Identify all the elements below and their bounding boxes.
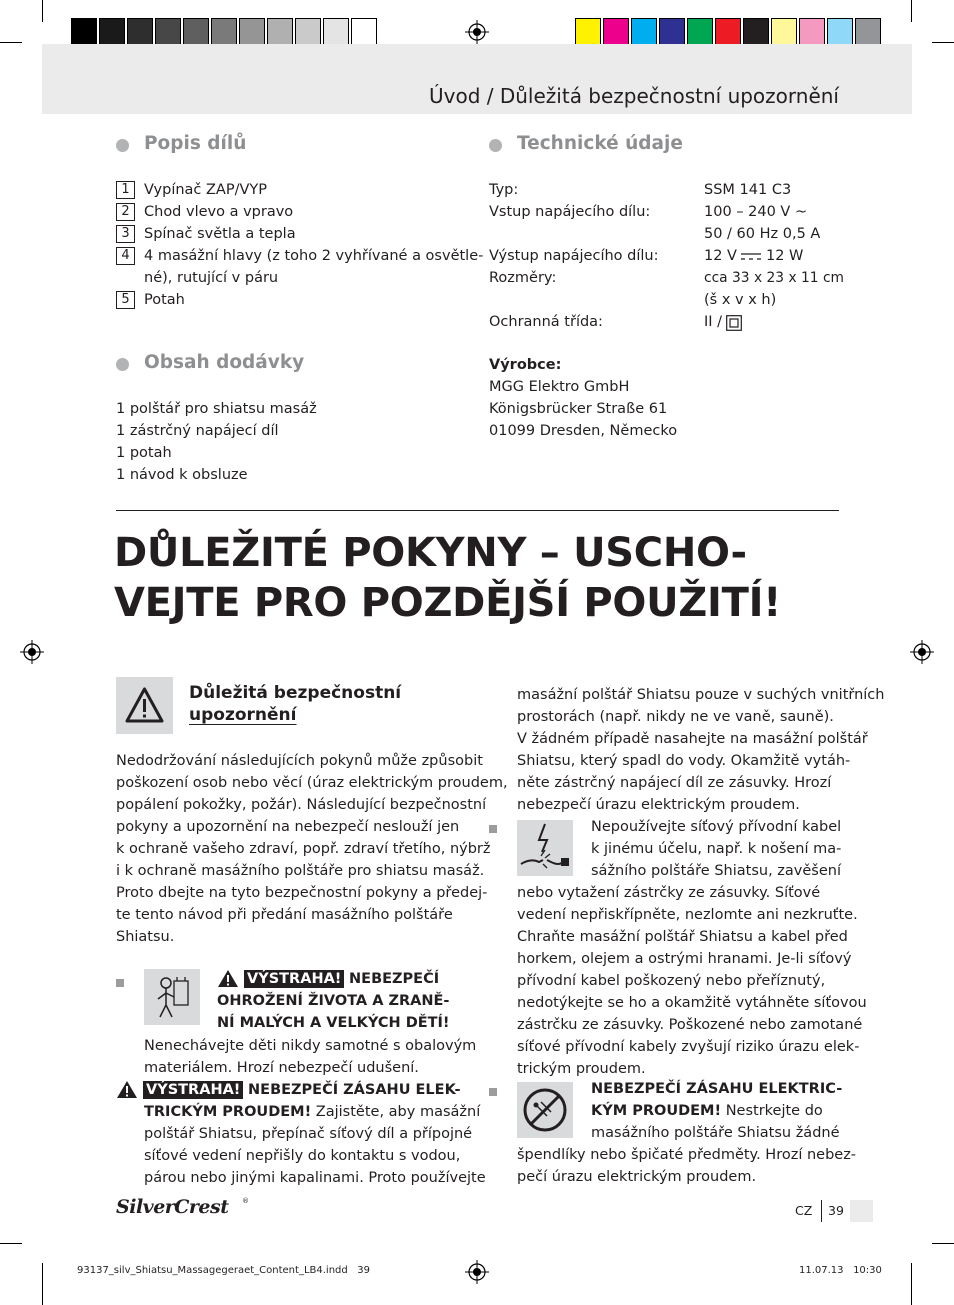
safety-title-line2: upozornění [189, 705, 297, 725]
warning-2-body: Zajistěte, aby masážní [315, 1104, 481, 1120]
warning-pictogram [116, 677, 173, 734]
part-label: Spínač světla a tepla [144, 226, 296, 242]
color-swatch [155, 18, 181, 45]
right-line: něte zástrčný napájecí díl ze zásuvky. Hrozí [517, 775, 832, 791]
cable-line: k jinému účelu, např. k nošení ma- [591, 841, 842, 857]
warning-1-heading [244, 968, 439, 990]
part-label: Chod vlevo a vpravo [144, 204, 294, 220]
part-label: né), rutující v páru [144, 270, 279, 286]
pin-warning-head: NEBEZPEČÍ ZÁSAHU ELEKTRIC- [591, 1081, 843, 1097]
intro-line: i k ochraně masážního polštáře pro shiatsu masáž. [116, 863, 485, 879]
manufacturer-line: 01099 Dresden, Německo [489, 423, 678, 439]
color-swatch [351, 18, 377, 45]
cable-line: nebo vytažení zástrčky ze zásuvky. Síťové [517, 885, 821, 901]
color-swatch [799, 18, 825, 45]
pin-warning-head: KÝM PROUDEM! [591, 1103, 722, 1119]
part-label: Potah [144, 292, 185, 308]
intro-line: Shiatsu. [116, 929, 175, 945]
warning-1-head: NEBEZPEČÍ [349, 971, 440, 987]
color-swatch [239, 18, 265, 45]
delivery-item: 1 zástrčný napájecí díl [116, 423, 279, 439]
registration-mark-icon [910, 640, 934, 664]
main-heading-line2: VEJTE PRO POZDĚJŠÍ POUŽITÍ! [114, 580, 782, 626]
manufacturer-line: Königsbrücker Straße 61 [489, 401, 668, 417]
tech-value: SSM 141 C3 [704, 182, 792, 198]
color-swatch [827, 18, 853, 45]
part-number: 2 [116, 203, 135, 221]
page-number: 39 [828, 1203, 844, 1218]
pin-warning-line [591, 1100, 823, 1122]
registration-mark-icon [465, 20, 489, 44]
warning-1-head: OHROŽENÍ ŽIVOTA A ZRANĚ- [217, 993, 450, 1009]
color-swatch [295, 18, 321, 45]
tech-value: (š x v x h) [704, 292, 777, 308]
cable-warning-pictogram [517, 820, 573, 876]
warning-triangle-icon [116, 1080, 138, 1099]
delivery-title: Obsah dodávky [144, 352, 305, 373]
tech-title: Technické údaje [517, 133, 683, 154]
warning-2-body: párou nebo jinými kapalinami. Proto používejte [144, 1170, 486, 1186]
warning-tag: VÝSTRAHA! [143, 1081, 243, 1099]
indd-filename: 93137_silv_Shiatsu_Massagegeraet_Content_LB4.indd 39 [77, 1265, 370, 1276]
divider [116, 510, 839, 511]
color-swatch [127, 18, 153, 45]
cable-line: trickým proudem. [517, 1061, 646, 1077]
child-warning-pictogram [144, 969, 200, 1025]
intro-line: k ochraně vašeho zdraví, popř. zdraví třetího, nýbrž [116, 841, 491, 857]
color-swatch [211, 18, 237, 45]
warning-2-body: síťové vedení nepřišly do kontaktu s vodou, [144, 1148, 461, 1164]
warning-tag: VÝSTRAHA! [244, 970, 344, 988]
pin-warning-body: Nestrkejte do [725, 1103, 823, 1119]
main-heading-line1: DŮLEŽITÉ POKYNY – USCHO- [114, 530, 747, 576]
intro-line: pokyny a upozornění na nebezpečí neslouží jen [116, 819, 460, 835]
warning-triangle-icon [217, 969, 239, 988]
pin-warning-body: masážního polštáře Shiatsu žádné [591, 1125, 840, 1141]
right-line: prostorách (např. nikdy ne ve vaně, sauně). [517, 709, 834, 725]
warning-2-line [144, 1101, 480, 1123]
list-bullet [116, 979, 124, 987]
cable-line: zástrčku ze zásuvky. Poškozené nebo zamotané [517, 1017, 863, 1033]
section-bullet [116, 139, 129, 152]
pin-warning-body: pečí úrazu elektrickým proudem. [517, 1169, 757, 1185]
tech-value: 100 – 240 V ~ [704, 204, 808, 220]
right-line: nebezpečí úrazu elektrickým proudem. [517, 797, 800, 813]
right-line: Shiatsu, který spadl do vody. Okamžitě vytáh- [517, 753, 851, 769]
list-bullet [489, 825, 497, 833]
tech-label: Ochranná třída: [489, 314, 603, 330]
cable-line: vedení nepřiskřípněte, nezlomte ani nezkruťte. [517, 907, 858, 923]
protection-class-ii-icon [726, 315, 742, 331]
tech-label: Vstup napájecího dílu: [489, 204, 651, 220]
delivery-item: 1 polštář pro shiatsu masáž [116, 401, 317, 417]
color-swatch [855, 18, 881, 45]
color-swatch [71, 18, 97, 45]
part-number: 4 [116, 247, 135, 265]
color-swatch [575, 18, 601, 45]
right-line: V žádném případě nasahejte na masážní polštář [517, 731, 868, 747]
color-swatch [659, 18, 685, 45]
delivery-item: 1 potah [116, 445, 172, 461]
registration-mark-icon [20, 640, 44, 664]
tech-label: Rozměry: [489, 270, 557, 286]
section-bullet [116, 358, 129, 371]
color-swatch [687, 18, 713, 45]
part-label: 4 masážní hlavy (z toho 2 vyhřívané a osvětle- [144, 248, 484, 264]
print-date: 11.07.13 10:30 [799, 1265, 882, 1276]
manufacturer-line: MGG Elektro GmbH [489, 379, 630, 395]
page-tab [850, 1200, 873, 1222]
part-number: 1 [116, 181, 135, 199]
no-pins-icon [517, 1082, 573, 1138]
pin-warning-body: špendlíky nebo špičaté předměty. Hrozí nebez- [517, 1147, 857, 1163]
safety-title-line1: Důležitá bezpečnostní [189, 683, 402, 703]
section-bullet [489, 139, 502, 152]
cable-line: nedotýkejte se ho a okamžitě vytáhněte síťovou [517, 995, 867, 1011]
cable-line: přívodní kabel poškozený nebo přeříznutý, [517, 973, 826, 989]
color-swatch [603, 18, 629, 45]
intro-line: popálení pokožky, požár). Následující bezpečnostní [116, 797, 487, 813]
intro-line: Proto dbejte na tyto bezpečnostní pokyny a předej- [116, 885, 488, 901]
tech-value: cca 33 x 23 x 11 cm [704, 270, 844, 286]
color-swatch [743, 18, 769, 45]
part-number: 3 [116, 225, 135, 243]
warning-2-head: TRICKÝM PROUDEM! [144, 1104, 312, 1120]
pin-warning-pictogram [517, 1082, 573, 1138]
color-swatch [771, 18, 797, 45]
color-swatch [99, 18, 125, 45]
footer-divider [821, 1200, 822, 1222]
color-swatch [183, 18, 209, 45]
warning-1-body: materiálem. Hrozí nebezpečí udušení. [144, 1060, 419, 1076]
intro-line: te tento návod při předání masážního polštáře [116, 907, 453, 923]
cable-line: Nepoužívejte síťový přívodní kabel [591, 819, 842, 835]
registered-mark: ® [242, 1197, 249, 1205]
cable-line: Chraňte masážní polštář Shiatsu a kabel před [517, 929, 848, 945]
cable-line: sážního polštáře Shiatsu, zavěšení [591, 863, 841, 879]
tech-value: 12 W [766, 248, 804, 264]
damaged-cable-icon [517, 820, 573, 876]
right-line: masážní polštář Shiatsu pouze v suchých vnitřních [517, 687, 885, 703]
manufacturer-label: Výrobce: [489, 357, 562, 373]
intro-line: poškození osob nebo věcí (úraz elektrickým proudem, [116, 775, 508, 791]
part-number: 5 [116, 291, 135, 309]
parts-title: Popis dílů [144, 133, 247, 154]
tech-value: 50 / 60 Hz 0,5 A [704, 226, 821, 242]
color-swatch [715, 18, 741, 45]
intro-line: Nedodržování následujících pokynů může způsobit [116, 753, 483, 769]
page-header-title: Úvod / Důležitá bezpečnostní upozornění [429, 84, 839, 108]
warning-triangle-icon [116, 677, 173, 734]
color-swatch [631, 18, 657, 45]
warning-1-body: Nenechávejte děti nikdy samotné s obalovým [144, 1038, 477, 1054]
tech-label: Výstup napájecího dílu: [489, 248, 659, 264]
silvercrest-logo: SilverCrest [116, 1196, 229, 1218]
color-swatch [267, 18, 293, 45]
tech-value: 12 V [704, 248, 737, 264]
warning-2-body: polštář Shiatsu, přepínač síťový díl a přípojné [144, 1126, 473, 1142]
warning-2-heading [143, 1079, 461, 1101]
list-bullet [489, 1088, 497, 1096]
registration-mark-icon [465, 1260, 489, 1284]
part-label: Vypínač ZAP/VYP [144, 182, 268, 198]
warning-2-head: NEBEZPEČÍ ZÁSAHU ELEK- [248, 1082, 461, 1098]
delivery-item: 1 návod k obsluze [116, 467, 248, 483]
color-swatch [323, 18, 349, 45]
cable-line: síťové přívodní kabely zvyšují riziko úrazu elek- [517, 1039, 860, 1055]
warning-1-head: NÍ MALÝCH A VELKÝCH DĚTÍ! [217, 1015, 450, 1031]
language-code: CZ [795, 1203, 813, 1218]
child-plastic-bag-icon [144, 969, 200, 1025]
cable-line: horkem, olejem a ostrými hranami. Je-li síťový [517, 951, 852, 967]
tech-label: Typ: [489, 182, 519, 198]
dc-symbol-icon [740, 252, 762, 262]
tech-value: II / [704, 314, 723, 330]
